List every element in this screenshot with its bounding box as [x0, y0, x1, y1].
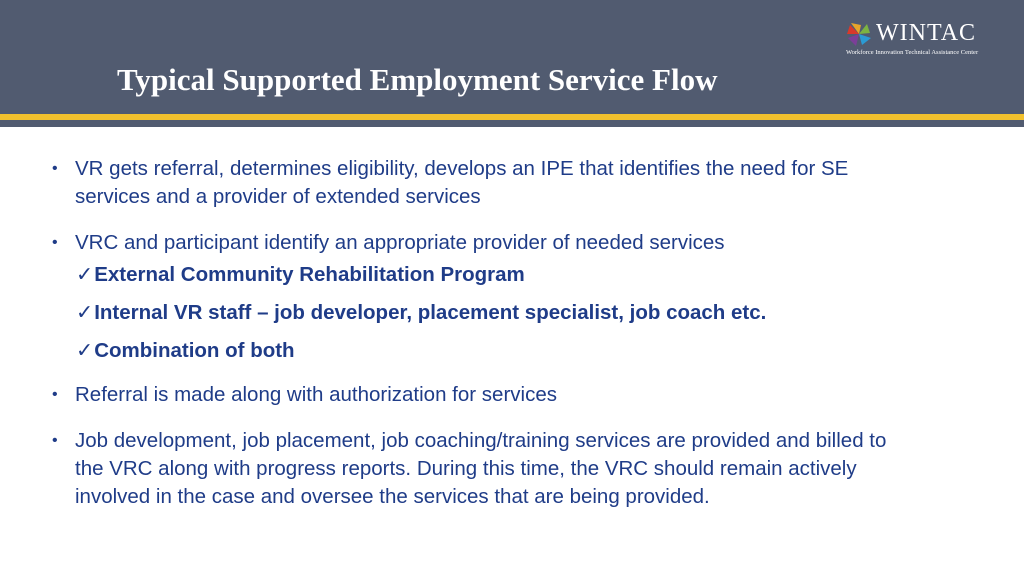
- checklist-item: [76, 337, 912, 365]
- checklist-text: External Community Rehabilitation Program: [94, 263, 525, 286]
- bullet-item: [52, 427, 912, 511]
- wintac-logo-icon: [845, 20, 873, 48]
- bullet-text: Job development, job placement, job coaching/training services are provided and billed to the VRC along with progress reports. During this time, the VRC should remain actively involved in the case and oversee the services that are being provided.: [75, 429, 887, 508]
- bullet-item: [52, 229, 912, 257]
- provider-options-list: [76, 261, 912, 365]
- checklist-text: Internal VR staff – job developer, placement specialist, job coach etc.: [94, 301, 767, 324]
- bullet-icon: •: [52, 432, 58, 449]
- bullet-icon: •: [52, 386, 58, 403]
- bullet-item: [52, 381, 912, 409]
- checkmark-icon: ✓: [76, 339, 94, 362]
- checkmark-icon: ✓: [76, 301, 94, 324]
- bullet-text: VRC and participant identify an appropriate provider of needed services: [75, 231, 725, 254]
- bullet-icon: •: [52, 160, 58, 177]
- wintac-logo: [845, 20, 1015, 62]
- checklist-item: [76, 299, 912, 327]
- page-title: Typical Supported Employment Service Flow: [117, 62, 718, 97]
- bullet-text: Referral is made along with authorization for services: [75, 383, 557, 406]
- checklist-item: [76, 261, 912, 289]
- bullet-item: [52, 155, 912, 211]
- bullet-text: VR gets referral, determines eligibility, develops an IPE that identifies the need for SE services and a provider of extended services: [75, 157, 849, 208]
- logo-wordmark: WINTAC: [876, 20, 977, 46]
- header-bar: [0, 0, 1024, 114]
- bullet-icon: •: [52, 234, 58, 251]
- checklist-text: Combination of both: [94, 339, 295, 362]
- logo-subtitle: Workforce Innovation Technical Assistance Center: [846, 49, 979, 56]
- checkmark-icon: ✓: [76, 263, 94, 286]
- slide-body: [52, 155, 912, 529]
- slate-divider: [0, 120, 1024, 127]
